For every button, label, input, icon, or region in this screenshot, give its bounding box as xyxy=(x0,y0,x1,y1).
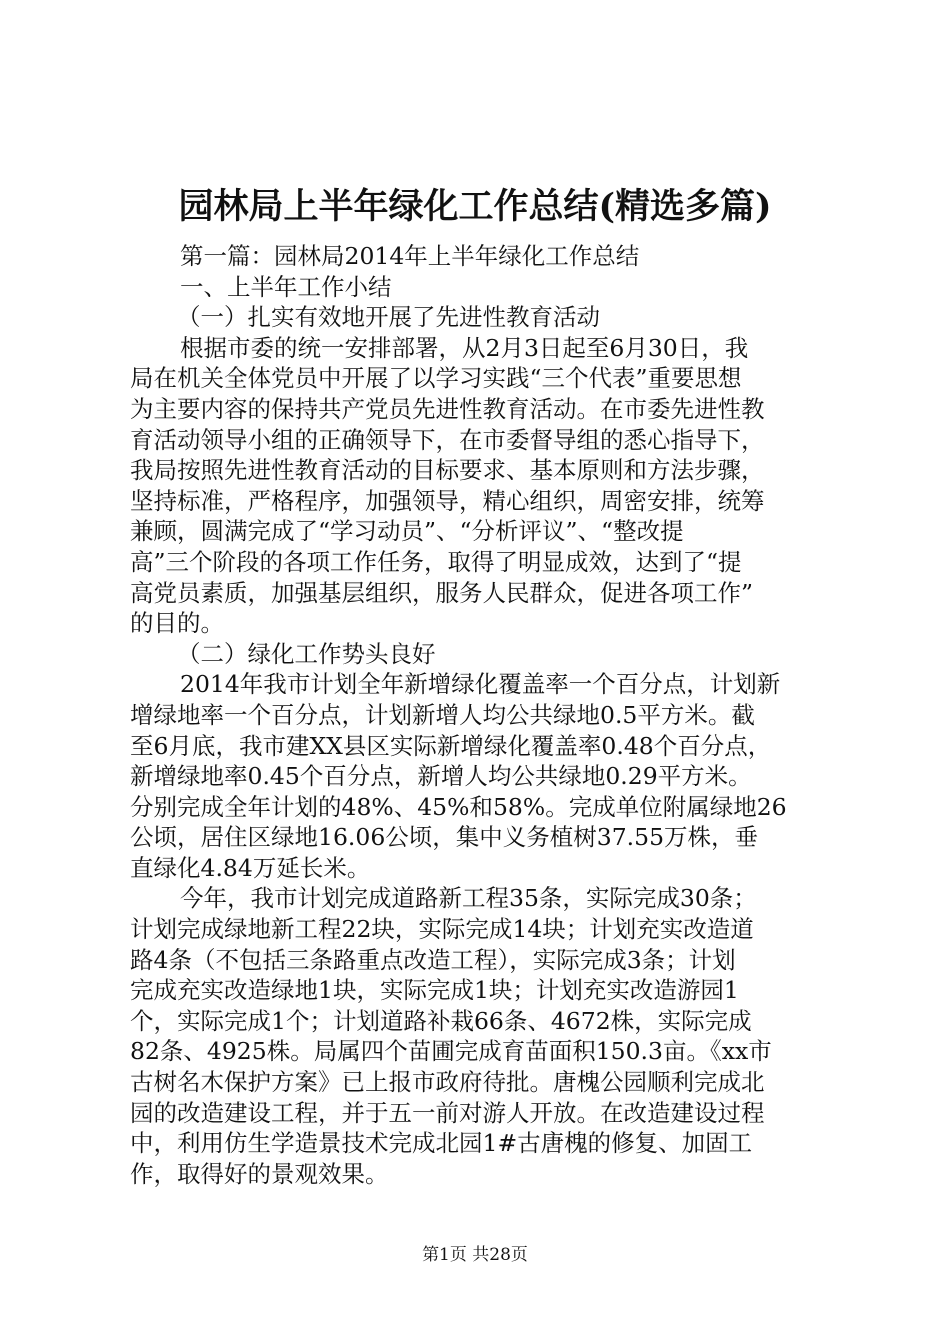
paragraph-line: 今年，我市计划完成道路新工程35条，实际完成30条； xyxy=(180,884,757,913)
document-body xyxy=(130,241,840,1189)
paragraph-line: 我局按照先进性教育活动的目标要求、基本原则和方法步骤， xyxy=(130,456,765,485)
paragraph-line: 至6月底，我市建XX县区实际新增绿化覆盖率0.48个百分点， xyxy=(130,731,772,760)
paragraph-line: 个，实际完成1个；计划道路补栽66条、4672株，实际完成 xyxy=(130,1006,752,1035)
paragraph-line: 计划完成绿地新工程22块，实际完成14块；计划充实改造道 xyxy=(130,915,754,944)
paragraph-line: 新增绿地率0.45个百分点，新增人均公共绿地0.29平方米。 xyxy=(130,762,752,791)
page-number-footer: 第1页 共28页 xyxy=(422,1245,528,1265)
paragraph-line: 公顷，居住区绿地16.06公顷，集中义务植树37.55万株，垂 xyxy=(130,823,759,852)
paragraph-line: 局在机关全体党员中开展了以学习实践“三个代表”重要思想 xyxy=(130,364,742,393)
paragraph-line: 中，利用仿生学造景技术完成北园1#古唐槐的修复、加固工 xyxy=(130,1129,753,1158)
paragraph-line: 作，取得好的景观效果。 xyxy=(130,1159,389,1188)
subsection-heading: （二）绿化工作势头良好 xyxy=(177,639,436,668)
paragraph-line: 育活动领导小组的正确领导下，在市委督导组的悉心指导下， xyxy=(130,425,765,454)
paragraph-line: 直绿化4.84万延长米。 xyxy=(130,853,371,882)
paragraph-line: 82条、4925株。局属四个苗圃完成育苗面积150.3亩。《xx市 xyxy=(130,1037,772,1066)
section-heading: 一、上半年工作小结 xyxy=(180,272,392,301)
paragraph-line: 古树名木保护方案》已上报市政府待批。唐槐公园顺利完成北 xyxy=(130,1068,765,1097)
paragraph-line: 园的改造建设工程，并于五一前对游人开放。在改造建设过程 xyxy=(130,1098,765,1127)
paragraph-line: 兼顾，圆满完成了“学习动员”、“分析评议”、“整改提 xyxy=(130,517,684,546)
section-heading: 第一篇：园林局2014年上半年绿化工作总结 xyxy=(180,242,640,270)
subsection-heading: （一）扎实有效地开展了先进性教育活动 xyxy=(177,303,600,332)
document-title: 园林局上半年绿化工作总结(精选多篇) xyxy=(178,186,772,227)
paragraph-line: 根据市委的统一安排部署，从2月3日起至6月30日，我 xyxy=(180,333,749,362)
paragraph-line: 完成充实改造绿地1块，实际完成1块；计划充实改造游园1 xyxy=(130,976,739,1005)
paragraph-line: 分别完成全年计划的48%、45%和58%。完成单位附属绿地26 xyxy=(130,792,787,821)
paragraph-line: 路4条（不包括三条路重点改造工程），实际完成3条；计划 xyxy=(130,945,736,974)
paragraph-line: 高”三个阶段的各项工作任务，取得了明显成效，达到了“提 xyxy=(130,547,742,576)
paragraph-line: 2014年我市计划全年新增绿化覆盖率一个百分点，计划新 xyxy=(180,670,781,699)
paragraph-line: 高党员素质，加强基层组织，服务人民群众，促进各项工作” xyxy=(130,578,754,607)
paragraph-line: 为主要内容的保持共产党员先进性教育活动。在市委先进性教 xyxy=(130,394,765,423)
paragraph-line: 增绿地率一个百分点，计划新增人均公共绿地0.5平方米。截 xyxy=(130,700,755,729)
paragraph-line: 坚持标准，严格程序，加强领导，精心组织，周密安排，统筹 xyxy=(130,486,765,515)
paragraph-line: 的目的。 xyxy=(130,609,224,638)
